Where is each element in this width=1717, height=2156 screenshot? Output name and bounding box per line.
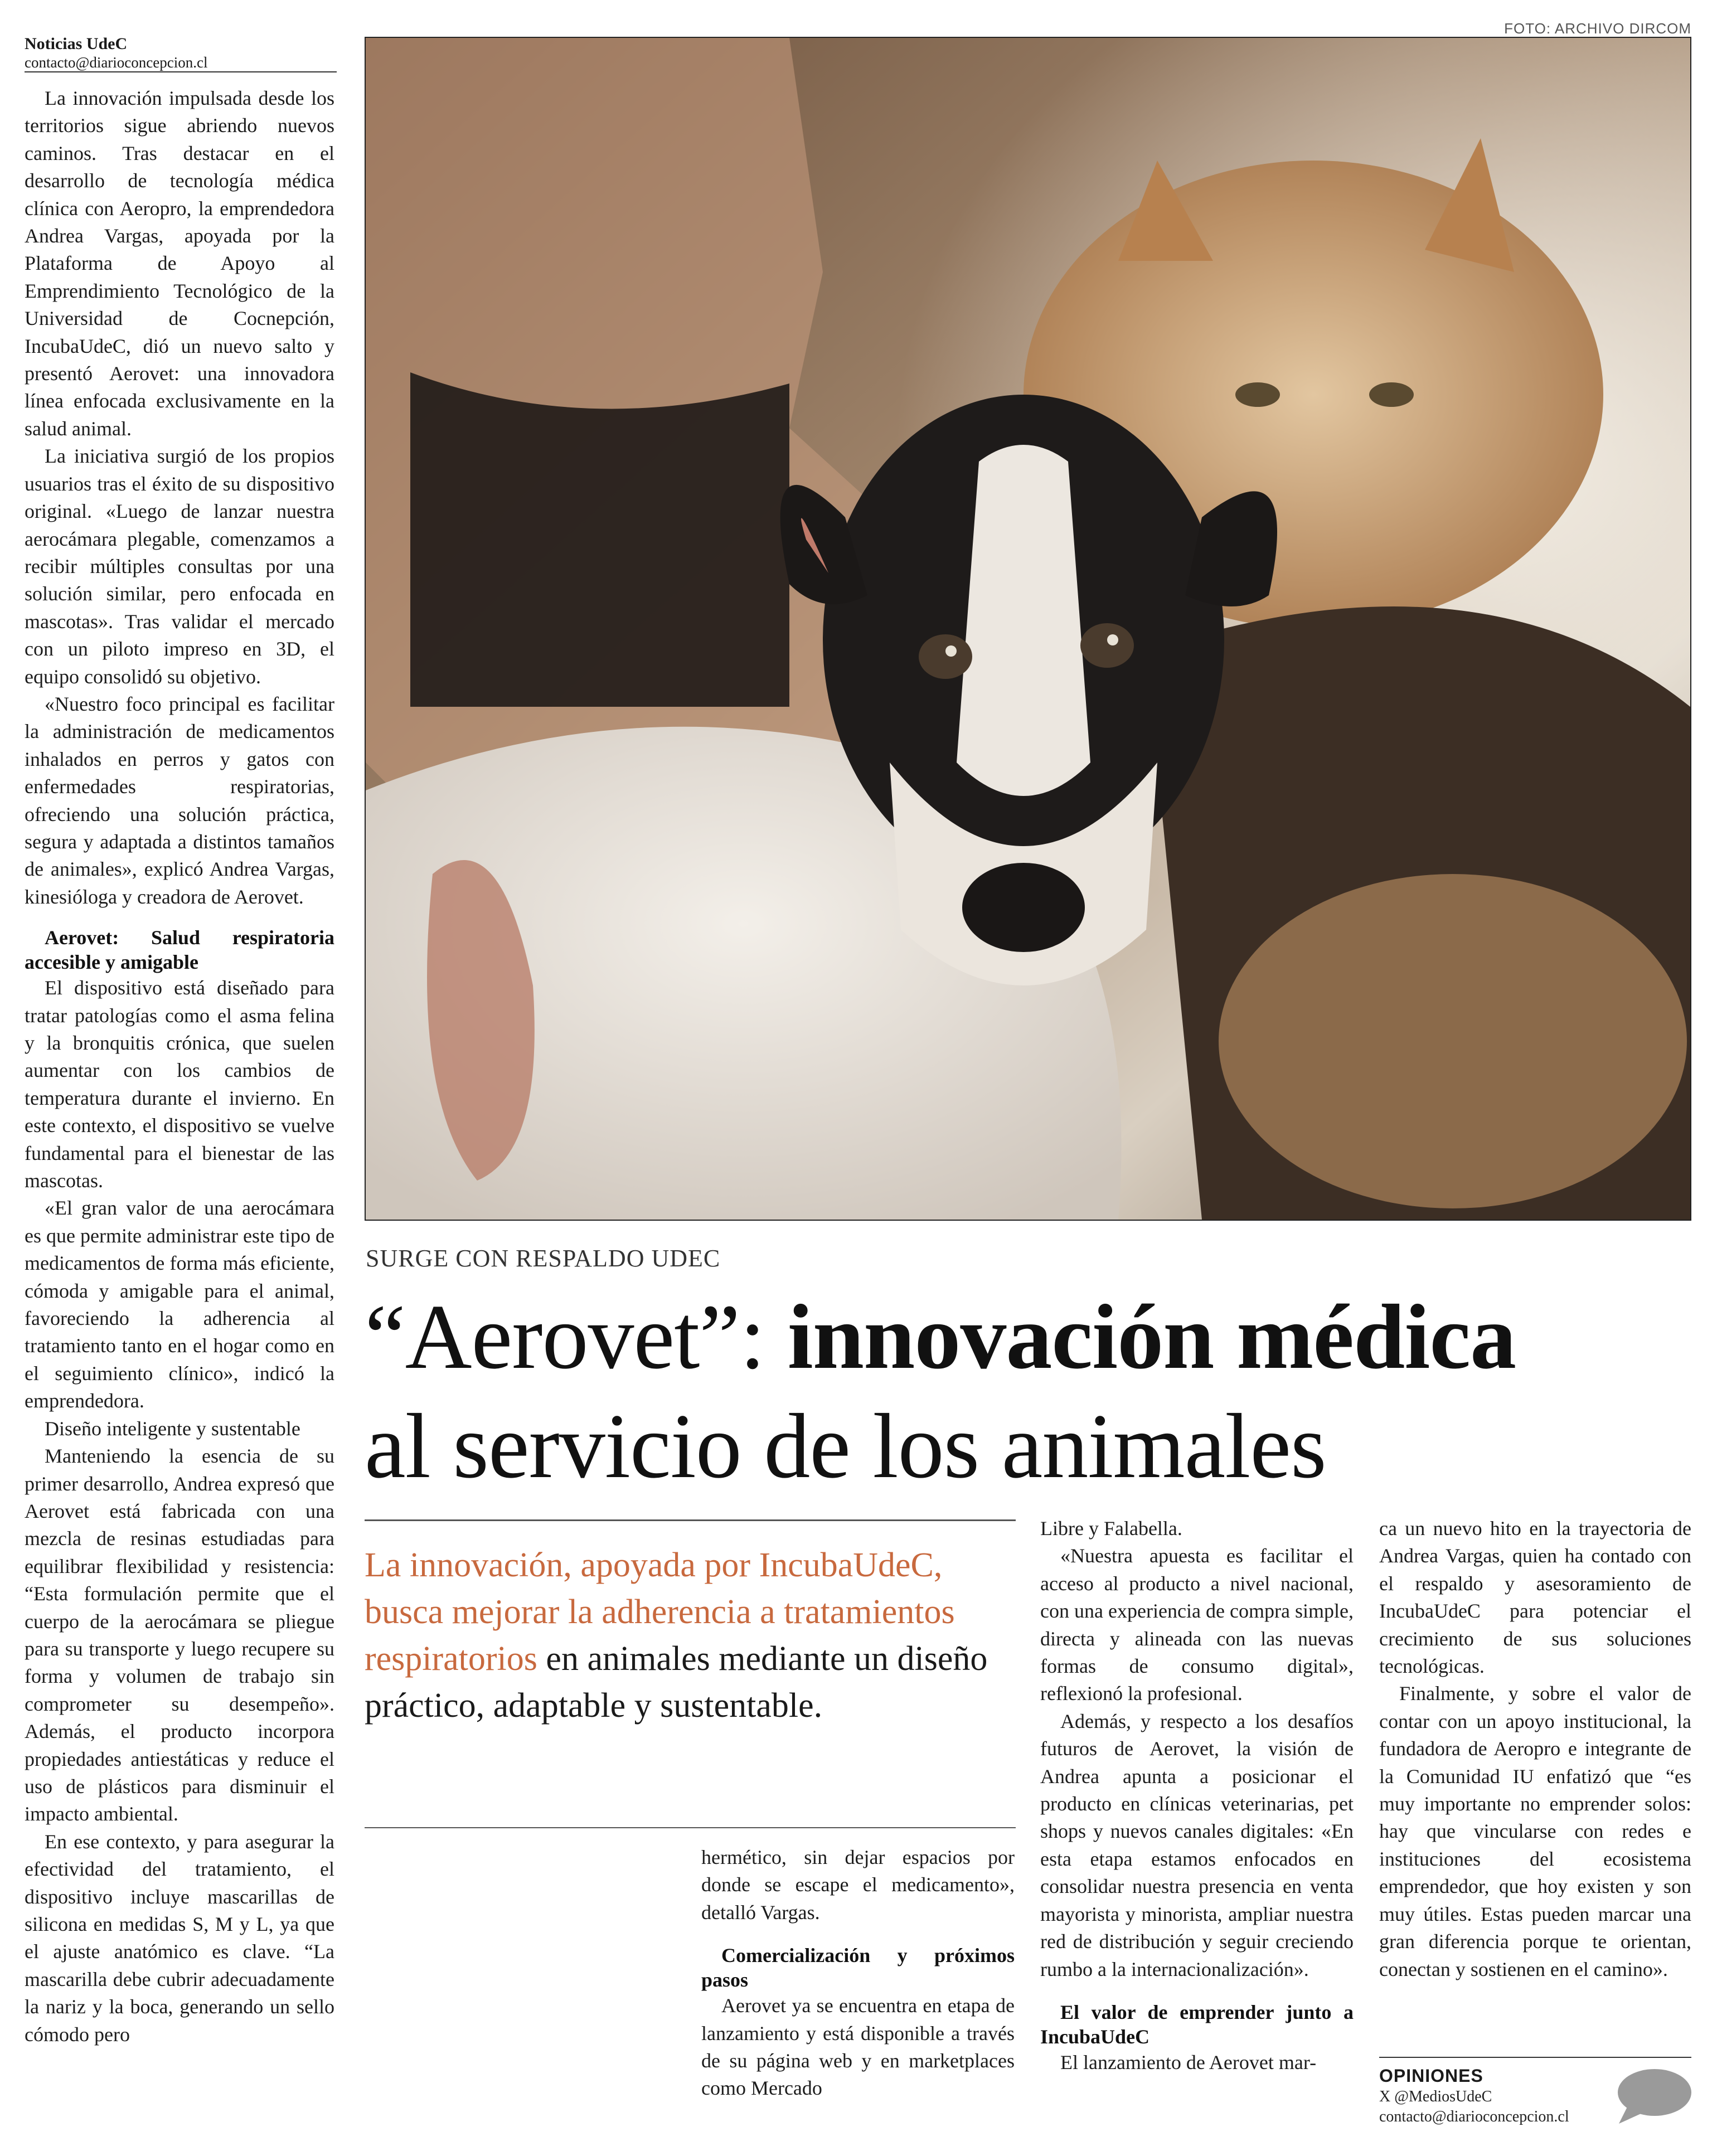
paragraph: «El gran valor de una aerocámara es que permite administrar este tipo de medicamentos de forma más eficiente, cómoda y amigable para el animal, favoreciendo la adherencia al tratamiento tanto en el hogar como en el seguimiento clínico», indicó la emprendedora.: [25, 1197, 334, 1412]
paragraph: Manteniendo la esencia de su primer desarrollo, Andrea expresó que Aerovet está fabricada con una mezcla de resinas estudiadas para equilibrar flexibilidad y resistencia: “Esta formulación permite que el cuerpo de la aerocámara se pliegue para su transporte y luego recupere su forma y volumen de trabajo sin comprometer su desempeño». Además, el producto incorpora propiedades antiestáticas y reduce el uso de plásticos para disminuir el impacto ambiental.: [25, 1445, 334, 1825]
subhead-comercializacion: Comercialización y próximos pasos: [701, 1944, 1015, 1992]
headline-light: “Aerovet”:: [365, 1285, 788, 1388]
article-column-5: [1379, 1515, 1691, 1983]
paragraph: ca un nuevo hito en la trayectoria de Andrea Vargas, quien ha contado con el respaldo y asesoramiento de IncubaUdeC para potenciar el crecimiento de sus soluciones tecnológicas.: [1379, 1517, 1691, 1678]
opinions-label: OPINIONES: [1379, 2066, 1483, 2086]
opinions-email[interactable]: contacto@diarioconcepcion.cl: [1379, 2108, 1569, 2125]
article-headline: [365, 1282, 1691, 1501]
paragraph: Finalmente, y sobre el valor de contar con un apoyo institucional, la fundadora de Aeropro e integrante de la Comunidad IU enfatizó que “es muy importante no emprender solos: hay que vincularse con redes e instituciones del ecosistema emprendedor, que hoy existen y son muy útiles. Estas pueden marcar una gran diferencia porque te orientan, conectan y sostienen en el camino».: [1379, 1682, 1691, 1980]
inline-subhead: Diseño inteligente y sustentable: [45, 1417, 300, 1440]
paragraph: El lanzamiento de Aerovet mar-: [1060, 2051, 1317, 2074]
photo-credit: FOTO: ARCHIVO DIRCOM: [1504, 20, 1691, 37]
headline-bold: innovación médica: [787, 1285, 1516, 1388]
subhead-salud-respiratoria: Aerovet: Salud respiratoria accesible y amigable: [25, 926, 334, 974]
paragraph: Además, y respecto a los desafíos futuros de Aerovet, la visión de Andrea apunta a posicionar el producto en clínicas veterinarias, pet shops y nuevos canales digitales: «En esta etapa estamos enfocados en consolidar nuestra presencia en venta mayorista y minorista, ampliar nuestra red de distribución y seguir creciendo rumbo a la internacionalización».: [1040, 1710, 1354, 1980]
speech-bubble-icon: [1611, 2066, 1695, 2127]
paragraph: La innovación impulsada desde los territorios sigue abriendo nuevos caminos. Tras destacar en el desarrollo de tecnología médica clínica con Aeropro, la emprendedora Andrea Vargas, apoyada por la Plataforma de Apoyo al Emprendimiento Tecnológico de la Universidad de Cocnepción, IncubaUdeC, dió un nuevo salto y presentó Aerovet: una innovadora línea enfocada exclusivamente en la salud animal.: [25, 87, 334, 440]
paragraph: La iniciativa surgió de los propios usuarios tras el éxito de su dispositivo original. «Luego de lanzar nuestra aerocámara plegable, comenzamos a recibir múltiples consultas por una solución similar, pero enfocada en mascotas». Tras validar el mercado con un piloto impreso en 3D, el equipo consolidó su objetivo.: [25, 445, 334, 688]
paragraph: «Nuestro foco principal es facilitar la administración de medicamentos inhalados en perros y gatos con enfermedades respiratorias, ofreciendo una solución práctica, segura y adaptada a distintos tamaños de animales», explicó Andrea Vargas, kinesióloga y creadora de Aerovet.: [25, 692, 334, 908]
article-column-4: [1040, 1515, 1354, 2076]
article-kicker: SURGE CON RESPALDO UDEC: [366, 1245, 721, 1272]
article-photo: [365, 37, 1691, 1221]
subhead-valor-emprender: El valor de emprender junto a IncubaUdeC: [1040, 2000, 1354, 2048]
article-deck: [365, 1542, 1016, 1729]
deck-accent: La innovación, apoyada por IncubaUdeC, busca mejorar la adherencia a tratamientos respiratorios: [365, 1546, 955, 1678]
paragraph: Aerovet ya se encuentra en etapa de lanzamiento y está disponible a través de su página web y en marketplaces como Mercado: [701, 1994, 1015, 2100]
section-name: Noticias UdeC: [25, 35, 128, 53]
paragraph: En ese contexto, y para asegurar la efectividad del tratamiento, el dispositivo incluye mascarillas de silicona en medidas S, M y L, ya que el ajuste anatómico es clave. “La mascarilla debe cubrir adecuadamente la nariz y la boca, generando un sello cómodo pero: [25, 1830, 334, 2046]
deck-divider-bottom: [365, 1827, 1016, 1828]
deck-rest: en animales mediante un diseño práctico, adaptable y sustentable.: [365, 1640, 988, 1725]
photo-illustration: [366, 38, 1690, 1220]
headline-line-2: al servicio de los animales: [365, 1395, 1326, 1497]
section-email[interactable]: contacto@diarioconcepcion.cl: [25, 54, 208, 71]
deck-divider-top: [365, 1519, 1016, 1521]
paragraph: «Nuestra apuesta es facilitar el acceso al producto a nivel nacional, con una experiencia de compra simple, directa y alineada con las nuevas formas de consumo digital», reflexionó la profesional.: [1040, 1545, 1354, 1705]
opinions-box: [1379, 2065, 1613, 2127]
paragraph: Libre y Falabella.: [1040, 1517, 1182, 1540]
paragraph: El dispositivo está diseñado para tratar patologías como el asma felina y la bronquitis crónica, que suelen aumentar con los cambios de temperatura durante el invierno. En este contexto, el dispositivo se vuelve fundamental para el bienestar de las mascotas.: [25, 977, 334, 1192]
opinions-x-handle[interactable]: X @MediosUdeC: [1379, 2088, 1492, 2105]
paragraph: hermético, sin dejar espacios por donde se escape el medicamento», detalló Vargas.: [701, 1846, 1015, 1924]
section-header: [25, 35, 337, 71]
article-column-1: [25, 85, 334, 2048]
article-column-3: [701, 1844, 1015, 2102]
header-divider: [25, 71, 337, 72]
opinions-divider: [1379, 2057, 1691, 2058]
